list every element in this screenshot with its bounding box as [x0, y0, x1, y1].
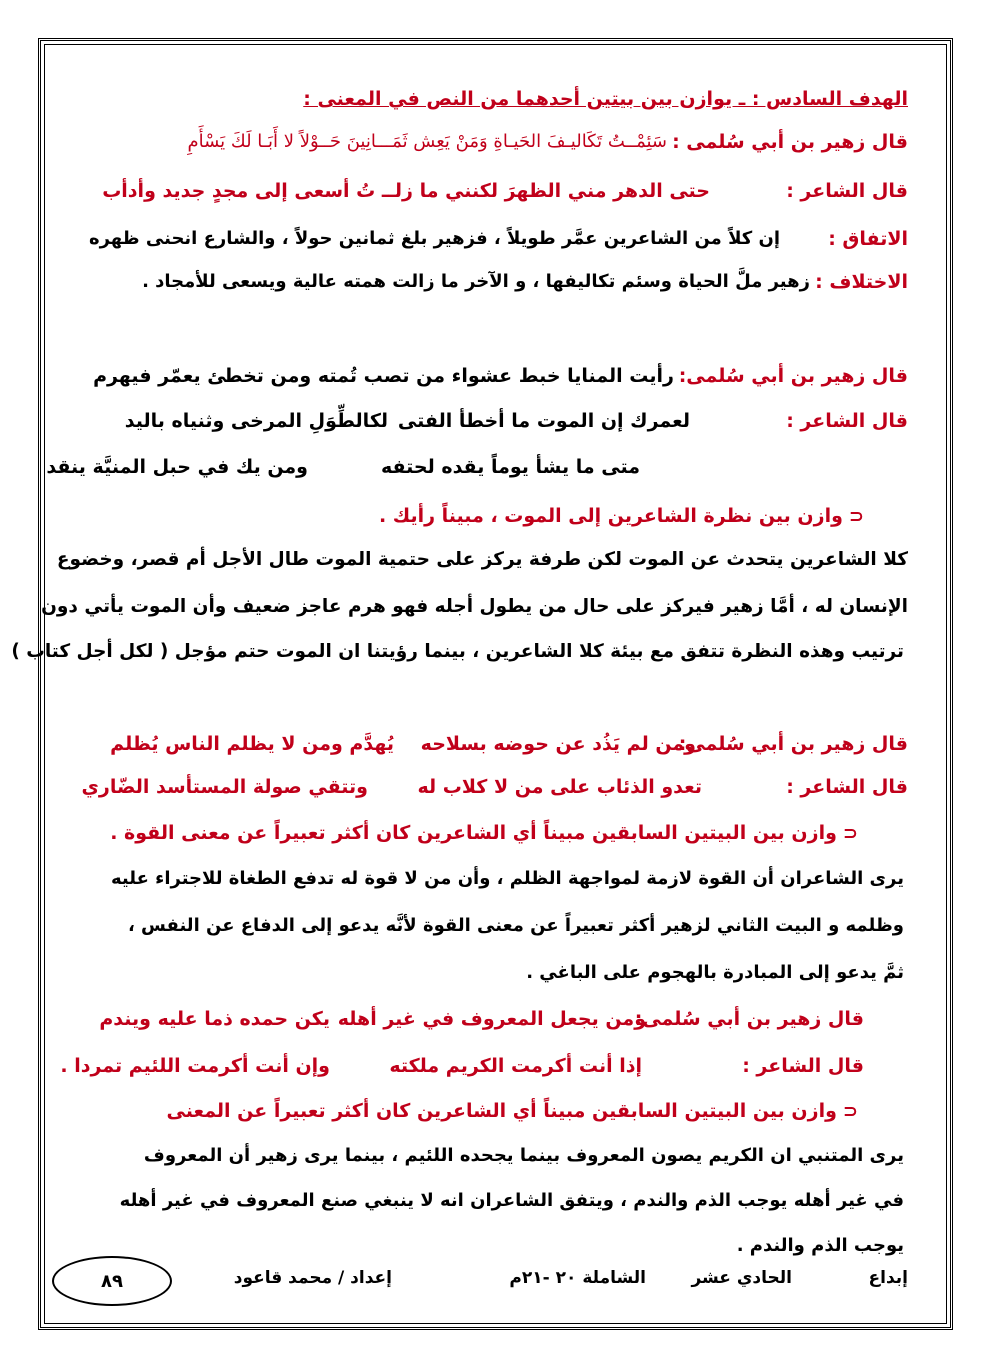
s2-poet-hemistich-4: ومن يك في حبل المنيَّة ينقد: [46, 456, 308, 478]
s4-answer-line-1: يرى المتنبي ان الكريم يصون المعروف بينما يجحده اللئيم ، بينما يرى زهير أن المعروف: [143, 1145, 904, 1166]
s4-answer-line-3: يوجب الذم والندم .: [736, 1235, 904, 1256]
s2-answer-line-2: الإنسان له ، أمَّا زهير فيركز على حال من يطول أجله فهو هرم عاجز ضعيف وأن الموت يأتي دون: [41, 596, 908, 617]
page-number: ٨٩: [101, 1270, 123, 1292]
s3-zuhair-label: قال زهير بن أبي سُلمى:: [678, 733, 908, 755]
s2-question-text: وازن بين نظرة الشاعرين إلى الموت ، مبيناً رأيك .: [378, 505, 843, 527]
s4-zuhair-hemistich-2: يكن حمده ذما عليه ويندم: [99, 1008, 330, 1030]
arrow-bullet-icon: ⊂: [842, 823, 858, 844]
s3-question: [110, 822, 858, 844]
footer-ibdaa: إبداع: [868, 1268, 908, 1288]
s3-question-text: وازن بين البيتين السابقين مبيناً أي الشاعرين كان أكثر تعبيراً عن معنى القوة .: [110, 822, 837, 844]
footer-course: الشاملة ٢٠ -٢١م: [509, 1268, 646, 1288]
s4-poet-label: قال الشاعر :: [742, 1055, 864, 1077]
s3-poet-label: قال الشاعر :: [786, 776, 908, 798]
s3-answer-line-2: وظلمه و البيت الثاني لزهير أكثر تعبيراً عن معنى القوة لأنَّه يدعو إلى الدفاع عن النفس ،: [127, 915, 904, 936]
s2-poet-hemistich-3: متى ما يشأ يوماً يقده لحتفه: [380, 456, 640, 478]
s3-zuhair-hemistich-2: يُهدَّم ومن لا يظلم الناس يُظلم: [110, 733, 394, 755]
footer-author: إعداد / محمد قاعود: [233, 1268, 392, 1288]
page-number-badge: [52, 1256, 172, 1306]
s2-answer-line-3: ترتيب وهذه النظرة تتفق مع بيئة كلا الشاعرين ، بينما رؤيتنا ان الموت حتم مؤجل ( لكل أجل كتاب ): [11, 641, 904, 662]
s3-answer-line-1: يرى الشاعران أن القوة لازمة لمواجهة الظلم ، وأن من لا قوة له تدفع الطغاة للاجتراء عليه: [110, 868, 904, 889]
s1-diff-label: الاختلاف :: [815, 271, 908, 293]
s4-answer-line-2: في غير أهله يوجب الذم والندم ، ويتفق الشاعران انه لا ينبغي صنع المعروف في غير أهله: [119, 1190, 904, 1211]
s3-answer-line-3: ثمَّ يدعو إلى المبادرة بالهجوم على الباغي .: [526, 962, 904, 983]
s2-answer-line-1: كلا الشاعرين يتحدث عن الموت لكن طرفة يركز على حتمية الموت طال الأجل أم قصر، وخضوع: [56, 549, 908, 570]
footer-grade: الحادي عشر: [691, 1268, 792, 1288]
s1-poet-label: قال الشاعر :: [786, 180, 908, 202]
s1-poet-verse: حتى الدهر مني الظهرَ لكنني ما زلــ تُ أسعى إلى مجدٍ جديد وأدأب: [102, 180, 710, 202]
s2-zuhair-hemistich-2: تُمته ومن تخطئ يعمّر فيهرم: [93, 365, 357, 387]
arrow-bullet-icon: ⊂: [842, 1101, 858, 1122]
s4-poet-hemistich-2: وإن أنت أكرمت اللئيم تمردا .: [60, 1055, 330, 1077]
s1-agree-text: إن كلاً من الشاعرين عمَّر طويلاً ، فزهير بلغ ثمانين حولاً ، والشارع انحنى ظهره: [88, 228, 780, 249]
s1-agree-label: الاتفاق :: [828, 228, 908, 250]
s2-zuhair-hemistich-1: رأيت المنايا خبط عشواء من تصب: [363, 365, 674, 387]
s2-poet-hemistich-2: لكالطِّوَلِ المرخى وثنياه باليد: [124, 410, 388, 432]
arrow-bullet-icon: ⊂: [848, 506, 864, 527]
s3-zuhair-hemistich-1: ومن لم يَذُد عن حوضه بسلاحه: [420, 733, 696, 755]
s4-zuhair-label: قال زهير بن أبي سُلمى:: [634, 1008, 864, 1030]
s1-zuhair-label: قال زهير بن أبي سُلمى :: [672, 131, 908, 153]
s2-zuhair-label: قال زهير بن أبي سُلمى:: [678, 365, 908, 387]
s4-question-text: وازن بين البيتين السابقين مبيناً أي الشاعرين كان أكثر تعبيراً عن المعنى: [166, 1100, 837, 1122]
page-heading: الهدف السادس : ـ يوازن بين بيتين أحدهما من النص في المعنى :: [303, 88, 908, 110]
s4-question: [166, 1100, 858, 1122]
s2-question: [379, 505, 864, 527]
s3-poet-hemistich-2: وتتقي صولة المستأسد الضّاري: [81, 776, 368, 798]
s2-poet-label: قال الشاعر :: [786, 410, 908, 432]
s1-diff-text: زهير ملَّ الحياة وسئم تكاليفها ، و الآخر ما زالت همته عالية ويسعى للأمجاد .: [142, 271, 810, 292]
s4-zuhair-hemistich-1: ومن يجعل المعروف في غير أهله: [337, 1008, 646, 1030]
s2-poet-hemistich-1: لعمرك إن الموت ما أخطأ الفتى: [397, 410, 690, 432]
s1-zuhair-verse: سَئِمْــتُ تَكَاليـفَ الحَيـاةِ وَمَنْ يَعِش ثَمَـــانِينَ حَــوْلاً لا أَبَـا لَكَ يَسْأَمِ: [187, 131, 667, 152]
s3-poet-hemistich-1: تعدو الذئاب على من لا كلاب له: [417, 776, 702, 798]
s4-poet-hemistich-1: إذا أنت أكرمت الكريم ملكته: [389, 1055, 642, 1077]
